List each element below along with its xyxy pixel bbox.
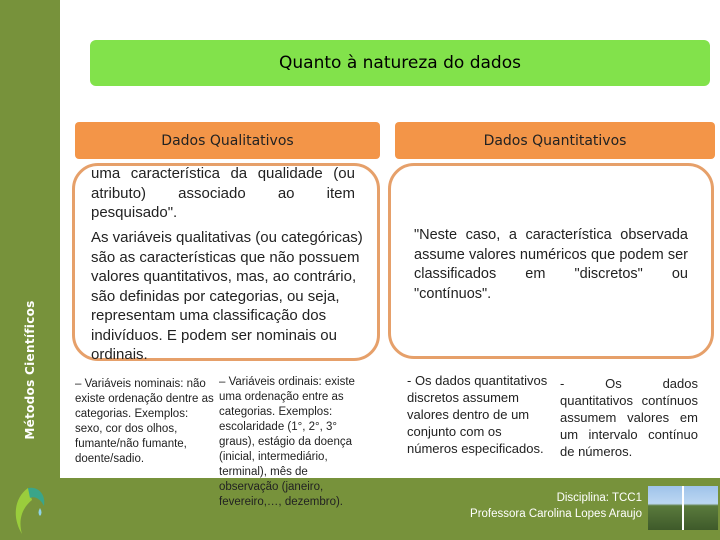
footer-discipline: Disciplina: TCC1 bbox=[556, 492, 642, 504]
quantitative-header: Dados Quantitativos bbox=[395, 122, 715, 159]
footer-professor: Professora Carolina Lopes Araujo bbox=[470, 508, 642, 520]
qualitative-intro: uma característica da qualidade (ou atributo) associado ao item pesquisado". bbox=[91, 165, 355, 221]
ordinal-variables: – Variáveis ordinais: existe uma ordenação entre as categorias. Exemplos: escolaridade (1°, 2°, 3° graus), estágio da doença (inicial, intermediário, terminal), mês de observação (janeiro, fevereiro,…, dezembro). bbox=[219, 376, 355, 508]
slide-title: Quanto à natureza do dados bbox=[90, 40, 710, 86]
continuous-data: - Os dados quantitativos contínuos assumem valores em um intervalo contínuo de números. bbox=[560, 376, 698, 459]
footer-credits bbox=[470, 490, 642, 522]
leaf-logo-icon bbox=[8, 484, 48, 536]
qualitative-body: As variáveis qualitativas (ou categóricas) são as características que não possuem valores quantitativos, mas, ao contrário, são definidas por categorias, ou seja, representam uma classificação dos indivíduos. E podem ser nominais ou ordinais. bbox=[91, 229, 363, 363]
field-photo bbox=[648, 486, 718, 530]
sidebar-title: Métodos Científicos bbox=[23, 300, 37, 440]
quantitative-body: "Neste caso, a característica observada assume valores numéricos que podem ser classificados em "discretos" ou "contínuos". bbox=[414, 227, 688, 302]
qualitative-header: Dados Qualitativos bbox=[75, 122, 380, 159]
sidebar bbox=[0, 0, 60, 540]
nominal-variables: – Variáveis nominais: não existe ordenação dentre as categorias. Exemplos: sexo, cor dos olhos, fumante/não fumante, doente/sadio. bbox=[75, 378, 214, 465]
discrete-data: - Os dados quantitativos discretos assumem valores dentro de um conjunto com os números especificados. bbox=[407, 373, 548, 456]
